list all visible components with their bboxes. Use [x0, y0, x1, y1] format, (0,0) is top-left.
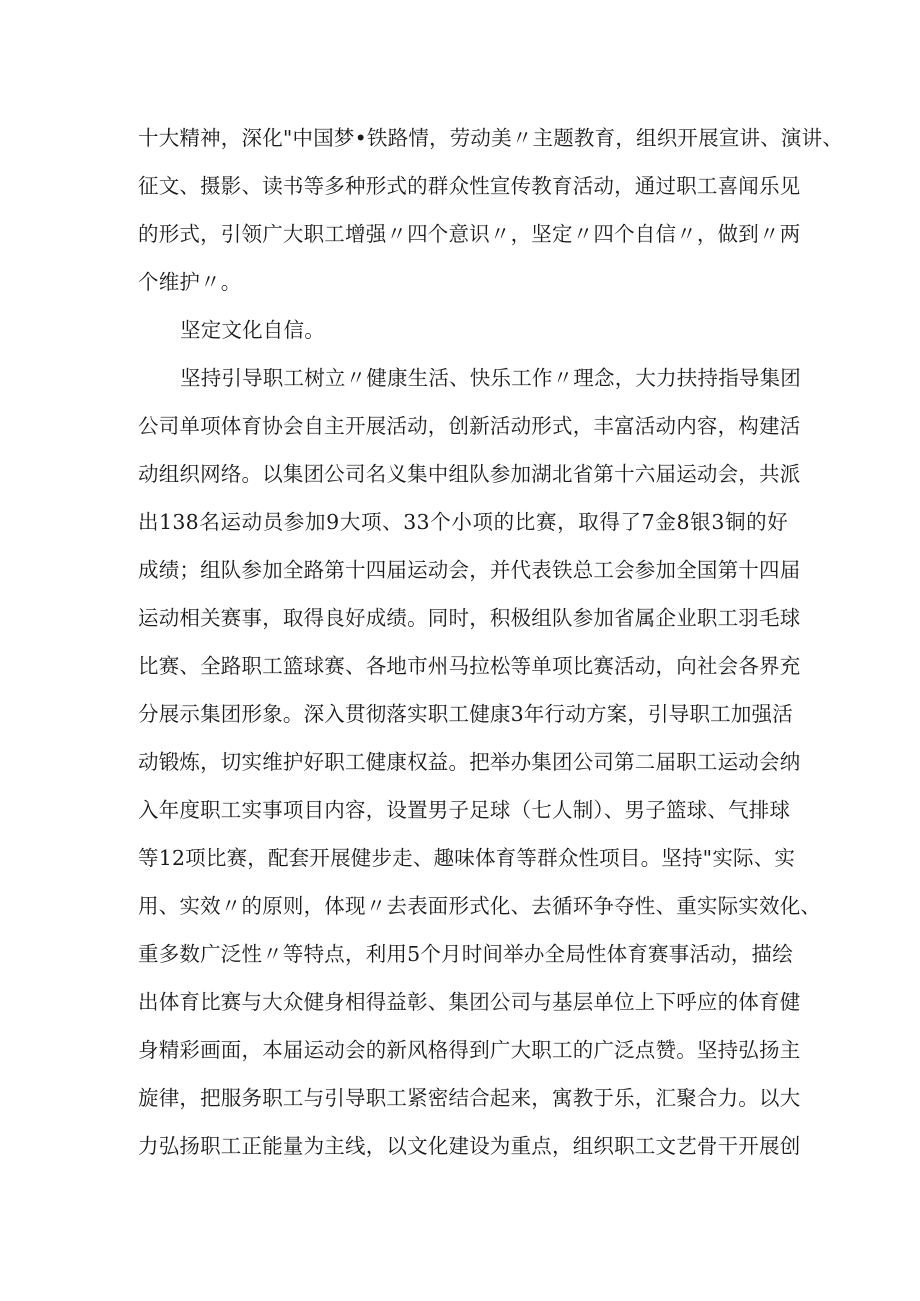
paragraph-sports [138, 354, 822, 1170]
text-line: 动组织网络。以集团公司名义集中组队参加湖北省第十六届运动会，共派 [138, 462, 801, 486]
text-line: 旋律，把服务职工与引导职工紧密结合起来，寓教于乐，汇聚合力。以大 [138, 1086, 801, 1110]
text-line: 出138名运动员参加9大项、33个小项的比赛，取得了7金8银3铜的好 [138, 510, 788, 534]
paragraph-education [138, 114, 844, 306]
text-line: 动锻炼，切实维护好职工健康权益。把举办集团公司第二届职工运动会纳 [138, 750, 801, 774]
text-line: 成绩；组队参加全路第十四届运动会，并代表铁总工会参加全国第十四届 [138, 558, 801, 582]
text-line: 出体育比赛与大众健身相得益彰、集团公司与基层单位上下呼应的体育健 [138, 990, 801, 1014]
text-line: 征文、摄影、读书等多种形式的群众性宣传教育活动，通过职工喜闻乐见 [138, 174, 801, 198]
text-line: 力弘扬职工正能量为主线，以文化建设为重点，组织职工文艺骨干开展创 [138, 1134, 801, 1158]
text-line: 坚持引导职工树立〃健康生活、快乐工作〃理念，大力扶持指导集团 [180, 366, 801, 390]
text-line: 用、实效〃的原则，体现〃去表面形式化、去循环争夺性、重实际实效化、 [138, 894, 822, 918]
text-line: 入年度职工实事项目内容，设置男子足球（七人制）、男子篮球、气排球 [138, 798, 791, 822]
text-line: 个维护〃。 [138, 270, 242, 294]
text-line: 十大精神，深化"中国梦•铁路情，劳动美〃主题教育，组织开展宣讲、演讲、 [138, 126, 844, 150]
text-line: 分展示集团形象。深入贯彻落实职工健康3年行动方案，引导职工加强活 [138, 702, 793, 726]
text-line: 比赛、全路职工篮球赛、各地市州马拉松等单项比赛活动，向社会各界充 [138, 654, 801, 678]
heading-text: 坚定文化自信。 [180, 318, 325, 342]
text-line: 公司单项体育协会自主开展活动，创新活动形式，丰富活动内容，构建活 [138, 414, 801, 438]
text-line: 身精彩画面，本届运动会的新风格得到广大职工的广泛点赞。坚持弘扬主 [138, 1038, 801, 1062]
text-line: 重多数广泛性〃等特点，利用5个月时间举办全局性体育赛事活动，描绘 [138, 942, 793, 966]
section-heading [138, 306, 788, 354]
text-line: 等12项比赛，配套开展健步走、趣味体育等群众性项目。坚持"实际、实 [138, 846, 796, 870]
text-line: 的形式，引领广大职工增强〃四个意识〃，坚定〃四个自信〃，做到〃两 [138, 222, 801, 246]
text-line: 运动相关赛事，取得良好成绩。同时，积极组队参加省属企业职工羽毛球 [138, 606, 801, 630]
